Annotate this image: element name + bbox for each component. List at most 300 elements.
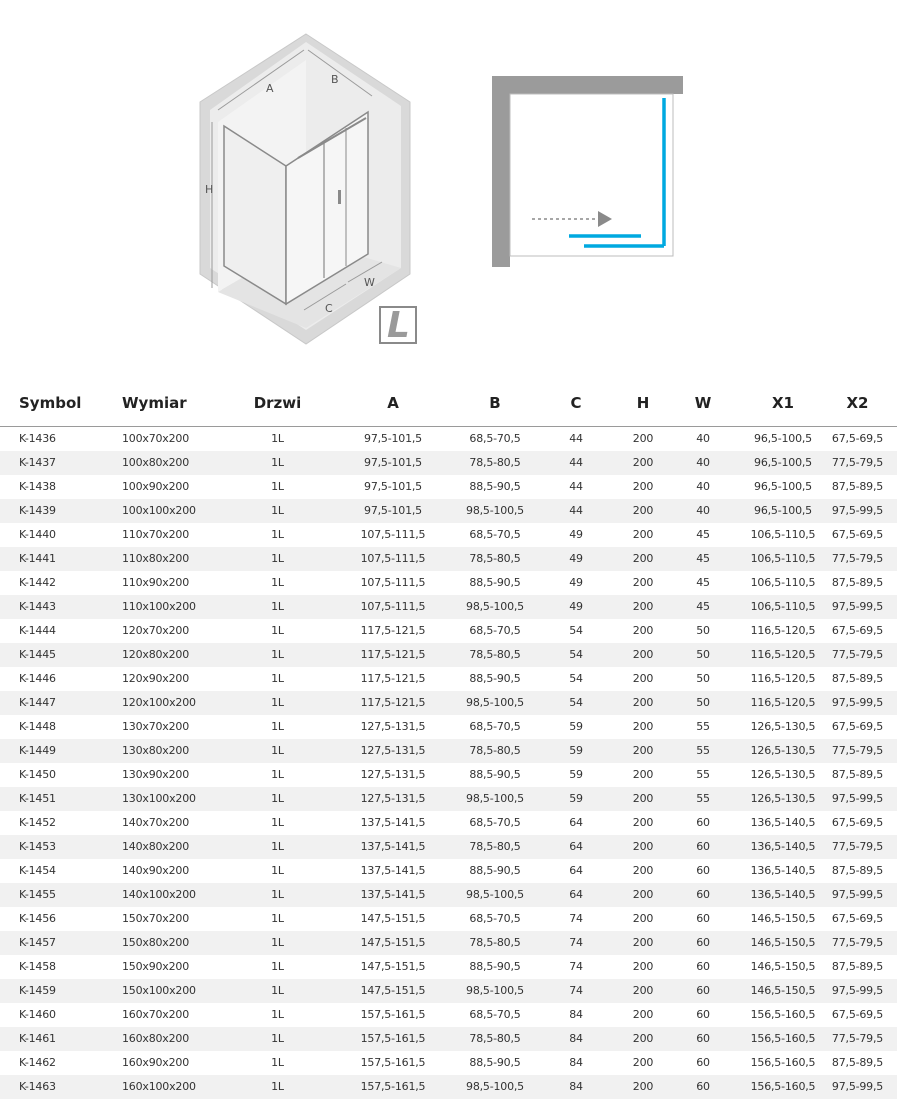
cell-h: 200 <box>632 768 654 781</box>
cell-a: 97,5-101,5 <box>364 432 422 445</box>
cell-w: 50 <box>658 643 748 667</box>
plan-view-diagram <box>488 72 688 272</box>
table-row <box>0 1003 897 1027</box>
table-row <box>0 523 897 547</box>
cell-b: 98,5-100,5 <box>466 595 524 619</box>
column-header-c: C <box>524 380 628 426</box>
cell-drzwi: 1L <box>235 835 320 859</box>
cell-h: 200 <box>628 979 658 1003</box>
cell-symbol: K-1462 <box>19 1056 56 1069</box>
table-row <box>0 1075 897 1099</box>
cell-symbol: K-1456 <box>19 912 56 925</box>
cell-a: 147,5-151,5 <box>320 979 466 1003</box>
cell-b: 68,5-70,5 <box>469 816 521 829</box>
cell-c: 64 <box>569 864 583 877</box>
cell-w: 60 <box>696 1056 710 1069</box>
cell-a: 137,5-141,5 <box>320 835 466 859</box>
cell-symbol: K-1436 <box>19 432 56 445</box>
cell-drzwi: 1L <box>235 547 320 571</box>
cell-wymiar: 120x80x200 <box>111 643 235 667</box>
cell-b: 78,5-80,5 <box>466 451 524 475</box>
cell-c: 74 <box>524 931 628 955</box>
cell-h: 200 <box>628 691 658 715</box>
cell-x2: 87,5-89,5 <box>831 480 884 493</box>
cell-c: 74 <box>569 912 583 925</box>
cell-x1: 136,5-140,5 <box>748 883 818 907</box>
cell-b: 88,5-90,5 <box>469 576 521 589</box>
cell-symbol: K-1461 <box>0 1027 111 1051</box>
cell-drzwi: 1L <box>271 768 284 781</box>
cell-drzwi: 1L <box>271 816 284 829</box>
cell-b: 98,5-100,5 <box>466 883 524 907</box>
cell-w: 40 <box>658 499 748 523</box>
cell-drzwi: 1L <box>235 691 320 715</box>
cell-c: 59 <box>524 739 628 763</box>
dimension-label-h: H <box>205 183 214 196</box>
cell-w: 40 <box>696 480 710 493</box>
cell-b: 88,5-90,5 <box>469 1056 521 1069</box>
cell-x1: 126,5-130,5 <box>750 720 816 733</box>
cell-drzwi: 1L <box>271 864 284 877</box>
cell-b: 88,5-90,5 <box>469 768 521 781</box>
cell-symbol: K-1440 <box>19 528 56 541</box>
table-header-row <box>0 380 897 426</box>
cell-x1: 146,5-150,5 <box>750 912 816 925</box>
cell-b: 68,5-70,5 <box>469 1008 521 1021</box>
cell-x2: 97,5-99,5 <box>818 787 897 811</box>
cell-w: 60 <box>696 816 710 829</box>
cell-a: 97,5-101,5 <box>364 480 422 493</box>
cell-x1: 146,5-150,5 <box>748 931 818 955</box>
cell-b: 68,5-70,5 <box>469 432 521 445</box>
cell-drzwi: 1L <box>271 528 284 541</box>
cell-a: 157,5-161,5 <box>360 1056 426 1069</box>
cell-w: 60 <box>658 835 748 859</box>
cell-x1: 126,5-130,5 <box>748 739 818 763</box>
table-row <box>0 907 897 931</box>
cell-drzwi: 1L <box>235 883 320 907</box>
cell-h: 200 <box>632 672 654 685</box>
cell-w: 50 <box>696 672 710 685</box>
cell-c: 54 <box>569 624 583 637</box>
cell-a: 157,5-161,5 <box>320 1075 466 1099</box>
cell-w: 60 <box>696 960 710 973</box>
isometric-shower-diagram <box>196 30 416 350</box>
cell-h: 200 <box>632 624 654 637</box>
cell-x2: 97,5-99,5 <box>818 691 897 715</box>
cell-a: 157,5-161,5 <box>360 1008 426 1021</box>
cell-x2: 97,5-99,5 <box>818 883 897 907</box>
cell-wymiar: 110x70x200 <box>122 528 190 541</box>
cell-b: 98,5-100,5 <box>466 979 524 1003</box>
cell-symbol: K-1437 <box>0 451 111 475</box>
cell-wymiar: 120x100x200 <box>111 691 235 715</box>
cell-x1: 96,5-100,5 <box>748 451 818 475</box>
cell-w: 60 <box>658 979 748 1003</box>
cell-b: 78,5-80,5 <box>466 739 524 763</box>
cell-wymiar: 140x100x200 <box>111 883 235 907</box>
cell-a: 137,5-141,5 <box>320 883 466 907</box>
cell-x1: 146,5-150,5 <box>750 960 816 973</box>
cell-c: 49 <box>569 576 583 589</box>
cell-drzwi: 1L <box>235 787 320 811</box>
cell-h: 200 <box>632 528 654 541</box>
left-version-badge <box>379 306 417 344</box>
column-header-x2: X2 <box>818 380 897 426</box>
cell-a: 97,5-101,5 <box>320 499 466 523</box>
cell-symbol: K-1453 <box>0 835 111 859</box>
cell-symbol: K-1452 <box>19 816 56 829</box>
cell-c: 54 <box>524 691 628 715</box>
cell-w: 60 <box>696 864 710 877</box>
cell-wymiar: 140x80x200 <box>111 835 235 859</box>
cell-x1: 116,5-120,5 <box>750 624 816 637</box>
cell-wymiar: 150x70x200 <box>122 912 190 925</box>
cell-wymiar: 120x90x200 <box>122 672 190 685</box>
dimension-label-w: W <box>364 276 375 289</box>
cell-c: 84 <box>569 1056 583 1069</box>
cell-symbol: K-1454 <box>19 864 56 877</box>
cell-x2: 87,5-89,5 <box>831 576 884 589</box>
cell-h: 200 <box>628 931 658 955</box>
cell-x2: 87,5-89,5 <box>831 1056 884 1069</box>
cell-symbol: K-1446 <box>19 672 56 685</box>
cell-h: 200 <box>632 816 654 829</box>
product-diagrams <box>0 0 897 360</box>
cell-wymiar: 160x80x200 <box>111 1027 235 1051</box>
dimension-label-b: B <box>331 73 339 86</box>
cell-wymiar: 100x100x200 <box>111 499 235 523</box>
cell-c: 49 <box>524 595 628 619</box>
cell-w: 60 <box>658 1027 748 1051</box>
cell-w: 60 <box>658 1075 748 1099</box>
cell-symbol: K-1443 <box>0 595 111 619</box>
cell-w: 60 <box>658 883 748 907</box>
cell-x1: 156,5-160,5 <box>750 1008 816 1021</box>
cell-x1: 106,5-110,5 <box>750 576 816 589</box>
cell-drzwi: 1L <box>235 1027 320 1051</box>
table-row <box>0 426 897 451</box>
cell-drzwi: 1L <box>235 979 320 1003</box>
table-row <box>0 667 897 691</box>
cell-symbol: K-1441 <box>0 547 111 571</box>
cell-x1: 106,5-110,5 <box>748 595 818 619</box>
table-row <box>0 955 897 979</box>
cell-wymiar: 130x70x200 <box>122 720 190 733</box>
cell-c: 74 <box>569 960 583 973</box>
cell-wymiar: 130x90x200 <box>122 768 190 781</box>
cell-c: 54 <box>569 672 583 685</box>
cell-drzwi: 1L <box>271 1008 284 1021</box>
cell-h: 200 <box>628 547 658 571</box>
cell-x2: 97,5-99,5 <box>818 499 897 523</box>
cell-w: 60 <box>658 931 748 955</box>
cell-x2: 67,5-69,5 <box>831 912 884 925</box>
cell-x1: 96,5-100,5 <box>754 480 812 493</box>
cell-a: 147,5-151,5 <box>360 912 426 925</box>
cell-c: 59 <box>569 720 583 733</box>
cell-b: 78,5-80,5 <box>466 1027 524 1051</box>
cell-wymiar: 130x80x200 <box>111 739 235 763</box>
cell-b: 88,5-90,5 <box>469 864 521 877</box>
cell-x2: 67,5-69,5 <box>831 1008 884 1021</box>
cell-h: 200 <box>628 499 658 523</box>
table-row <box>0 787 897 811</box>
cell-b: 78,5-80,5 <box>466 643 524 667</box>
cell-b: 68,5-70,5 <box>469 624 521 637</box>
cell-x2: 77,5-79,5 <box>818 1027 897 1051</box>
dimension-label-a: A <box>266 82 274 95</box>
cell-b: 78,5-80,5 <box>466 931 524 955</box>
cell-x2: 67,5-69,5 <box>831 432 884 445</box>
table-row <box>0 763 897 787</box>
cell-c: 84 <box>524 1075 628 1099</box>
cell-h: 200 <box>628 1075 658 1099</box>
table-row <box>0 715 897 739</box>
cell-x1: 106,5-110,5 <box>748 547 818 571</box>
cell-x2: 97,5-99,5 <box>818 595 897 619</box>
cell-c: 59 <box>569 768 583 781</box>
cell-h: 200 <box>632 1008 654 1021</box>
cell-x2: 67,5-69,5 <box>831 816 884 829</box>
cell-c: 49 <box>569 528 583 541</box>
cell-x2: 77,5-79,5 <box>818 451 897 475</box>
cell-b: 68,5-70,5 <box>469 528 521 541</box>
cell-drzwi: 1L <box>271 960 284 973</box>
cell-symbol: K-1438 <box>19 480 56 493</box>
cell-c: 74 <box>524 979 628 1003</box>
cell-x1: 136,5-140,5 <box>748 835 818 859</box>
cell-h: 200 <box>632 576 654 589</box>
cell-h: 200 <box>628 835 658 859</box>
cell-wymiar: 150x80x200 <box>111 931 235 955</box>
cell-w: 40 <box>696 432 710 445</box>
cell-x1: 136,5-140,5 <box>750 816 816 829</box>
cell-w: 45 <box>658 595 748 619</box>
cell-x1: 126,5-130,5 <box>750 768 816 781</box>
cell-wymiar: 100x80x200 <box>111 451 235 475</box>
cell-h: 200 <box>632 960 654 973</box>
cell-a: 147,5-151,5 <box>360 960 426 973</box>
cell-h: 200 <box>628 643 658 667</box>
cell-a: 127,5-131,5 <box>360 768 426 781</box>
cell-w: 40 <box>658 451 748 475</box>
cell-c: 84 <box>524 1027 628 1051</box>
cell-symbol: K-1455 <box>0 883 111 907</box>
cell-a: 137,5-141,5 <box>360 816 426 829</box>
cell-x2: 87,5-89,5 <box>831 960 884 973</box>
cell-a: 117,5-121,5 <box>360 672 426 685</box>
cell-w: 55 <box>658 739 748 763</box>
table-row <box>0 811 897 835</box>
cell-drzwi: 1L <box>271 432 284 445</box>
cell-h: 200 <box>632 480 654 493</box>
cell-a: 107,5-111,5 <box>320 595 466 619</box>
dimension-label-c: C <box>325 302 333 315</box>
cell-a: 97,5-101,5 <box>320 451 466 475</box>
cell-b: 98,5-100,5 <box>466 787 524 811</box>
cell-symbol: K-1451 <box>0 787 111 811</box>
cell-w: 55 <box>696 720 710 733</box>
cell-h: 200 <box>628 1027 658 1051</box>
cell-drzwi: 1L <box>271 624 284 637</box>
column-header-h: H <box>628 380 658 426</box>
cell-wymiar: 100x70x200 <box>122 432 190 445</box>
cell-b: 78,5-80,5 <box>466 547 524 571</box>
cell-b: 98,5-100,5 <box>466 499 524 523</box>
cell-x2: 87,5-89,5 <box>831 864 884 877</box>
cell-a: 117,5-121,5 <box>360 624 426 637</box>
cell-x1: 116,5-120,5 <box>748 643 818 667</box>
cell-c: 64 <box>569 816 583 829</box>
cell-wymiar: 110x80x200 <box>111 547 235 571</box>
cell-a: 127,5-131,5 <box>320 787 466 811</box>
cell-c: 84 <box>569 1008 583 1021</box>
cell-w: 50 <box>658 691 748 715</box>
dimensions-table <box>0 380 897 1099</box>
cell-drzwi: 1L <box>235 931 320 955</box>
table-row <box>0 451 897 475</box>
cell-drzwi: 1L <box>271 1056 284 1069</box>
cell-symbol: K-1450 <box>19 768 56 781</box>
cell-x1: 116,5-120,5 <box>748 691 818 715</box>
cell-w: 55 <box>696 768 710 781</box>
cell-c: 49 <box>524 547 628 571</box>
column-header-b: B <box>466 380 524 426</box>
cell-a: 127,5-131,5 <box>320 739 466 763</box>
cell-x2: 97,5-99,5 <box>818 979 897 1003</box>
cell-w: 45 <box>696 528 710 541</box>
cell-symbol: K-1445 <box>0 643 111 667</box>
cell-drzwi: 1L <box>271 720 284 733</box>
table-row <box>0 883 897 907</box>
cell-symbol: K-1447 <box>0 691 111 715</box>
cell-x2: 67,5-69,5 <box>831 624 884 637</box>
cell-c: 44 <box>569 480 583 493</box>
cell-x1: 156,5-160,5 <box>750 1056 816 1069</box>
column-header-wymiar: Wymiar <box>111 380 235 426</box>
table-row <box>0 547 897 571</box>
cell-a: 117,5-121,5 <box>320 691 466 715</box>
cell-wymiar: 160x70x200 <box>122 1008 190 1021</box>
cell-x2: 77,5-79,5 <box>818 739 897 763</box>
cell-h: 200 <box>632 912 654 925</box>
cell-a: 117,5-121,5 <box>320 643 466 667</box>
table-row <box>0 499 897 523</box>
cell-drzwi: 1L <box>271 480 284 493</box>
cell-drzwi: 1L <box>271 672 284 685</box>
table-row <box>0 835 897 859</box>
cell-wymiar: 150x100x200 <box>111 979 235 1003</box>
cell-drzwi: 1L <box>235 739 320 763</box>
cell-symbol: K-1444 <box>19 624 56 637</box>
cell-x2: 77,5-79,5 <box>818 835 897 859</box>
cell-c: 54 <box>524 643 628 667</box>
table-row <box>0 691 897 715</box>
cell-b: 88,5-90,5 <box>469 480 521 493</box>
table-row <box>0 1027 897 1051</box>
table-row <box>0 739 897 763</box>
column-header-drzwi: Drzwi <box>235 380 320 426</box>
cell-drzwi: 1L <box>235 451 320 475</box>
cell-c: 44 <box>524 499 628 523</box>
cell-x2: 87,5-89,5 <box>831 768 884 781</box>
cell-b: 98,5-100,5 <box>466 1075 524 1099</box>
cell-x2: 77,5-79,5 <box>818 643 897 667</box>
cell-a: 107,5-111,5 <box>360 576 426 589</box>
cell-symbol: K-1458 <box>19 960 56 973</box>
table-row <box>0 619 897 643</box>
cell-symbol: K-1459 <box>0 979 111 1003</box>
cell-c: 44 <box>569 432 583 445</box>
cell-drzwi: 1L <box>235 595 320 619</box>
cell-x1: 156,5-160,5 <box>748 1027 818 1051</box>
badge-letter: L <box>387 305 410 346</box>
table-row <box>0 859 897 883</box>
cell-x2: 67,5-69,5 <box>831 720 884 733</box>
cell-h: 200 <box>628 787 658 811</box>
cell-wymiar: 140x90x200 <box>122 864 190 877</box>
cell-w: 60 <box>696 1008 710 1021</box>
cell-x1: 136,5-140,5 <box>750 864 816 877</box>
cell-c: 59 <box>524 787 628 811</box>
cell-x2: 87,5-89,5 <box>831 672 884 685</box>
cell-h: 200 <box>628 451 658 475</box>
column-header-a: A <box>320 380 466 426</box>
table-row <box>0 1051 897 1075</box>
cell-b: 88,5-90,5 <box>469 672 521 685</box>
cell-wymiar: 110x90x200 <box>122 576 190 589</box>
table-row <box>0 931 897 955</box>
cell-wymiar: 120x70x200 <box>122 624 190 637</box>
cell-symbol: K-1448 <box>19 720 56 733</box>
cell-a: 127,5-131,5 <box>360 720 426 733</box>
cell-c: 64 <box>524 883 628 907</box>
cell-drzwi: 1L <box>235 1075 320 1099</box>
cell-wymiar: 160x100x200 <box>111 1075 235 1099</box>
cell-x2: 77,5-79,5 <box>818 931 897 955</box>
cell-wymiar: 130x100x200 <box>111 787 235 811</box>
column-header-w: W <box>658 380 748 426</box>
cell-a: 147,5-151,5 <box>320 931 466 955</box>
cell-h: 200 <box>632 720 654 733</box>
cell-b: 98,5-100,5 <box>466 691 524 715</box>
cell-x1: 96,5-100,5 <box>748 499 818 523</box>
cell-a: 157,5-161,5 <box>320 1027 466 1051</box>
cell-a: 107,5-111,5 <box>360 528 426 541</box>
cell-wymiar: 160x90x200 <box>122 1056 190 1069</box>
cell-w: 45 <box>696 576 710 589</box>
cell-h: 200 <box>632 1056 654 1069</box>
cell-x1: 126,5-130,5 <box>748 787 818 811</box>
cell-drzwi: 1L <box>235 499 320 523</box>
cell-b: 68,5-70,5 <box>469 720 521 733</box>
cell-x1: 146,5-150,5 <box>748 979 818 1003</box>
cell-h: 200 <box>628 883 658 907</box>
cell-drzwi: 1L <box>271 576 284 589</box>
cell-x2: 67,5-69,5 <box>831 528 884 541</box>
cell-w: 45 <box>658 547 748 571</box>
cell-w: 50 <box>696 624 710 637</box>
cell-wymiar: 140x70x200 <box>122 816 190 829</box>
cell-b: 88,5-90,5 <box>469 960 521 973</box>
cell-h: 200 <box>632 432 654 445</box>
cell-x2: 97,5-99,5 <box>818 1075 897 1099</box>
cell-x2: 77,5-79,5 <box>818 547 897 571</box>
column-header-symbol: Symbol <box>0 380 111 426</box>
table-row <box>0 643 897 667</box>
column-header-x1: X1 <box>748 380 818 426</box>
